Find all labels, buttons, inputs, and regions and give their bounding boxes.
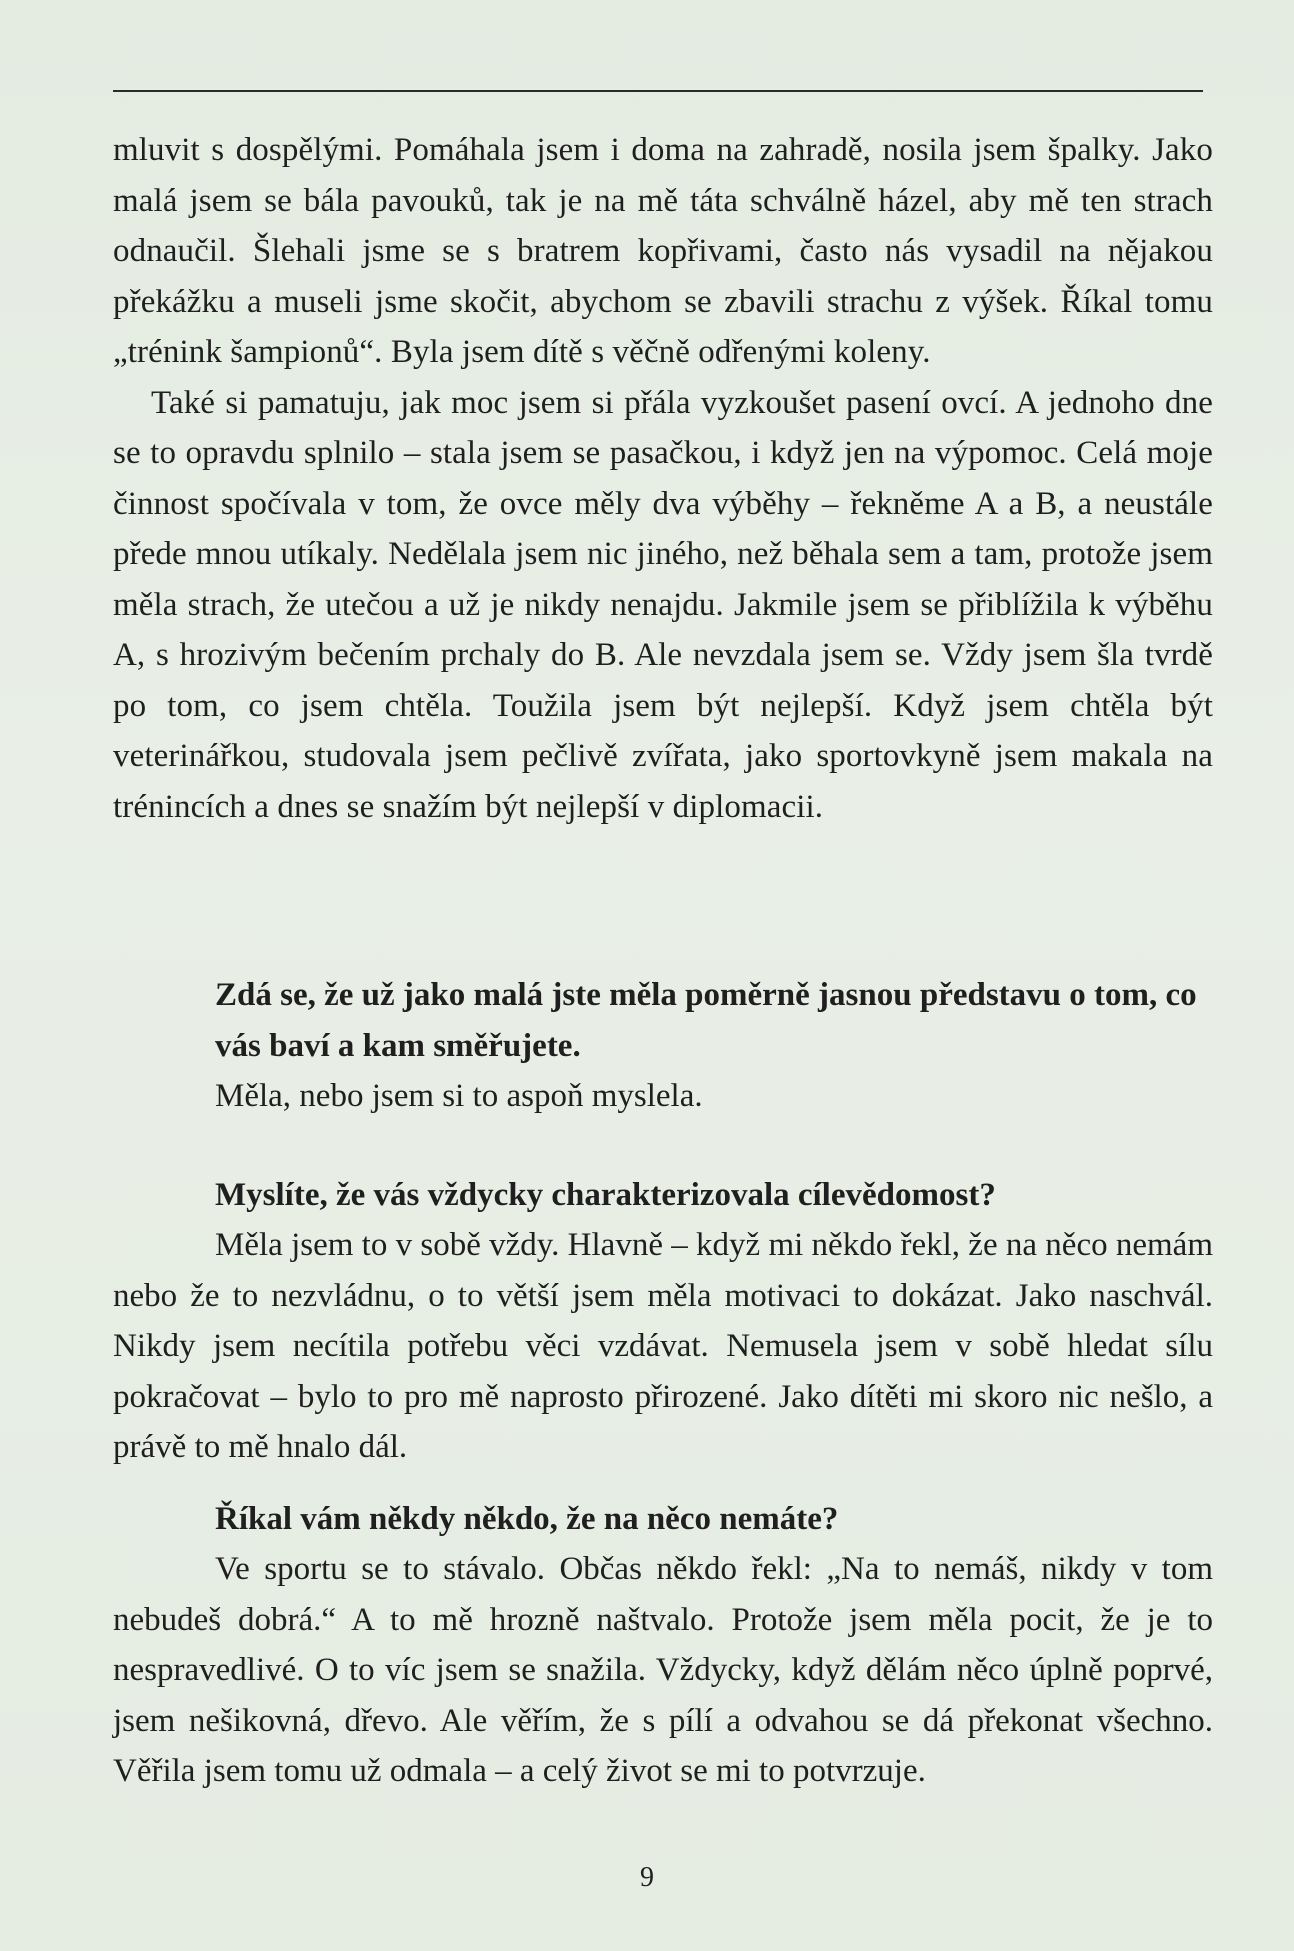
qa-block-1 <box>215 970 1215 1122</box>
paragraph-2: Také si pamatuju, jak moc jsem si přála vyzkoušet pasení ovcí. A jednoho dne se to opravdu splnilo – stala jsem se pasačkou, i když jen na výpomoc. Celá moje činnost spočívala v tom, že ovce měly dva výběhy – řekněme A a B, a neustále přede mnou utíkaly. Nedělala jsem nic jiného, než běhala sem a tam, protože jsem měla strach, že utečou a už je nikdy nenajdu. Jakmile jsem se přiblížila k výběhu A, s hrozivým bečením prchaly do B. Ale nevzdala jsem se. Vždy jsem šla tvrdě po tom, co jsem chtěla. Toužila jsem být nejlepší. Když jsem chtěla být veterinářkou, studovala jsem pečlivě zvířata, jako sportovkyně jsem makala na trénincích a dnes se snažím být nejlepší v diplomacii. <box>113 384 1213 825</box>
question-1: Zdá se, že už jako malá jste měla poměrně jasnou představu o tom, co vás baví a kam směřujete. <box>215 977 1197 1064</box>
page-number: 9 <box>640 1862 654 1893</box>
paragraph-1: mluvit s dospělými. Pomáhala jsem i doma na zahradě, nosila jsem špalky. Jako malá jsem se bála pavouků, tak je na mě táta schválně házel, aby mě ten strach odnaučil. Šlehali jsme se s bratrem kopřivami, často nás vysadil na nějakou překážku a museli jsme skočit, abychom se zbavili strachu z výšek. Říkal tomu „trénink šampionů“. Byla jsem dítě s věčně odřenými koleny. <box>113 132 1213 370</box>
qa-block-3 <box>215 1494 1215 1545</box>
answer-3-container <box>113 1544 1213 1797</box>
answer-2-container <box>113 1220 1213 1473</box>
question-3: Říkal vám někdy někdo, že na něco nemáte? <box>215 1501 839 1537</box>
answer-3: Ve sportu se to stávalo. Občas někdo řekl: „Na to nemáš, nikdy v tom nebudeš dobrá.“ A to mě hrozně naštvalo. Protože jsem měla pocit, že je to nespravedlivé. O to víc jsem se snažila. Vždycky, když dělám něco úplně poprvé, jsem nešikovná, dřevo. Ale věřím, že s pílí a odvahou se dá překonat všechno. Věřila jsem tomu už odmala – a celý život se mi to potvrzuje. <box>113 1551 1213 1789</box>
body-text <box>113 125 1213 832</box>
answer-1: Měla, nebo jsem si to aspoň myslela. <box>215 1078 703 1114</box>
question-2: Myslíte, že vás vždycky charakterizovala cílevědomost? <box>215 1177 996 1213</box>
answer-2: Měla jsem to v sobě vždy. Hlavně – když mi někdo řekl, že na něco nemám nebo že to nezvládnu, o to větší jsem měla motivaci to dokázat. Jako naschvál. Nikdy jsem necítila potřebu věci vzdávat. Nemusela jsem v sobě hledat sílu pokračovat – bylo to pro mě naprosto přirozené. Jako dítěti mi skoro nic nešlo, a právě to mě hnalo dál. <box>113 1227 1213 1465</box>
header-rule <box>113 90 1203 92</box>
qa-block-2 <box>215 1170 1215 1221</box>
